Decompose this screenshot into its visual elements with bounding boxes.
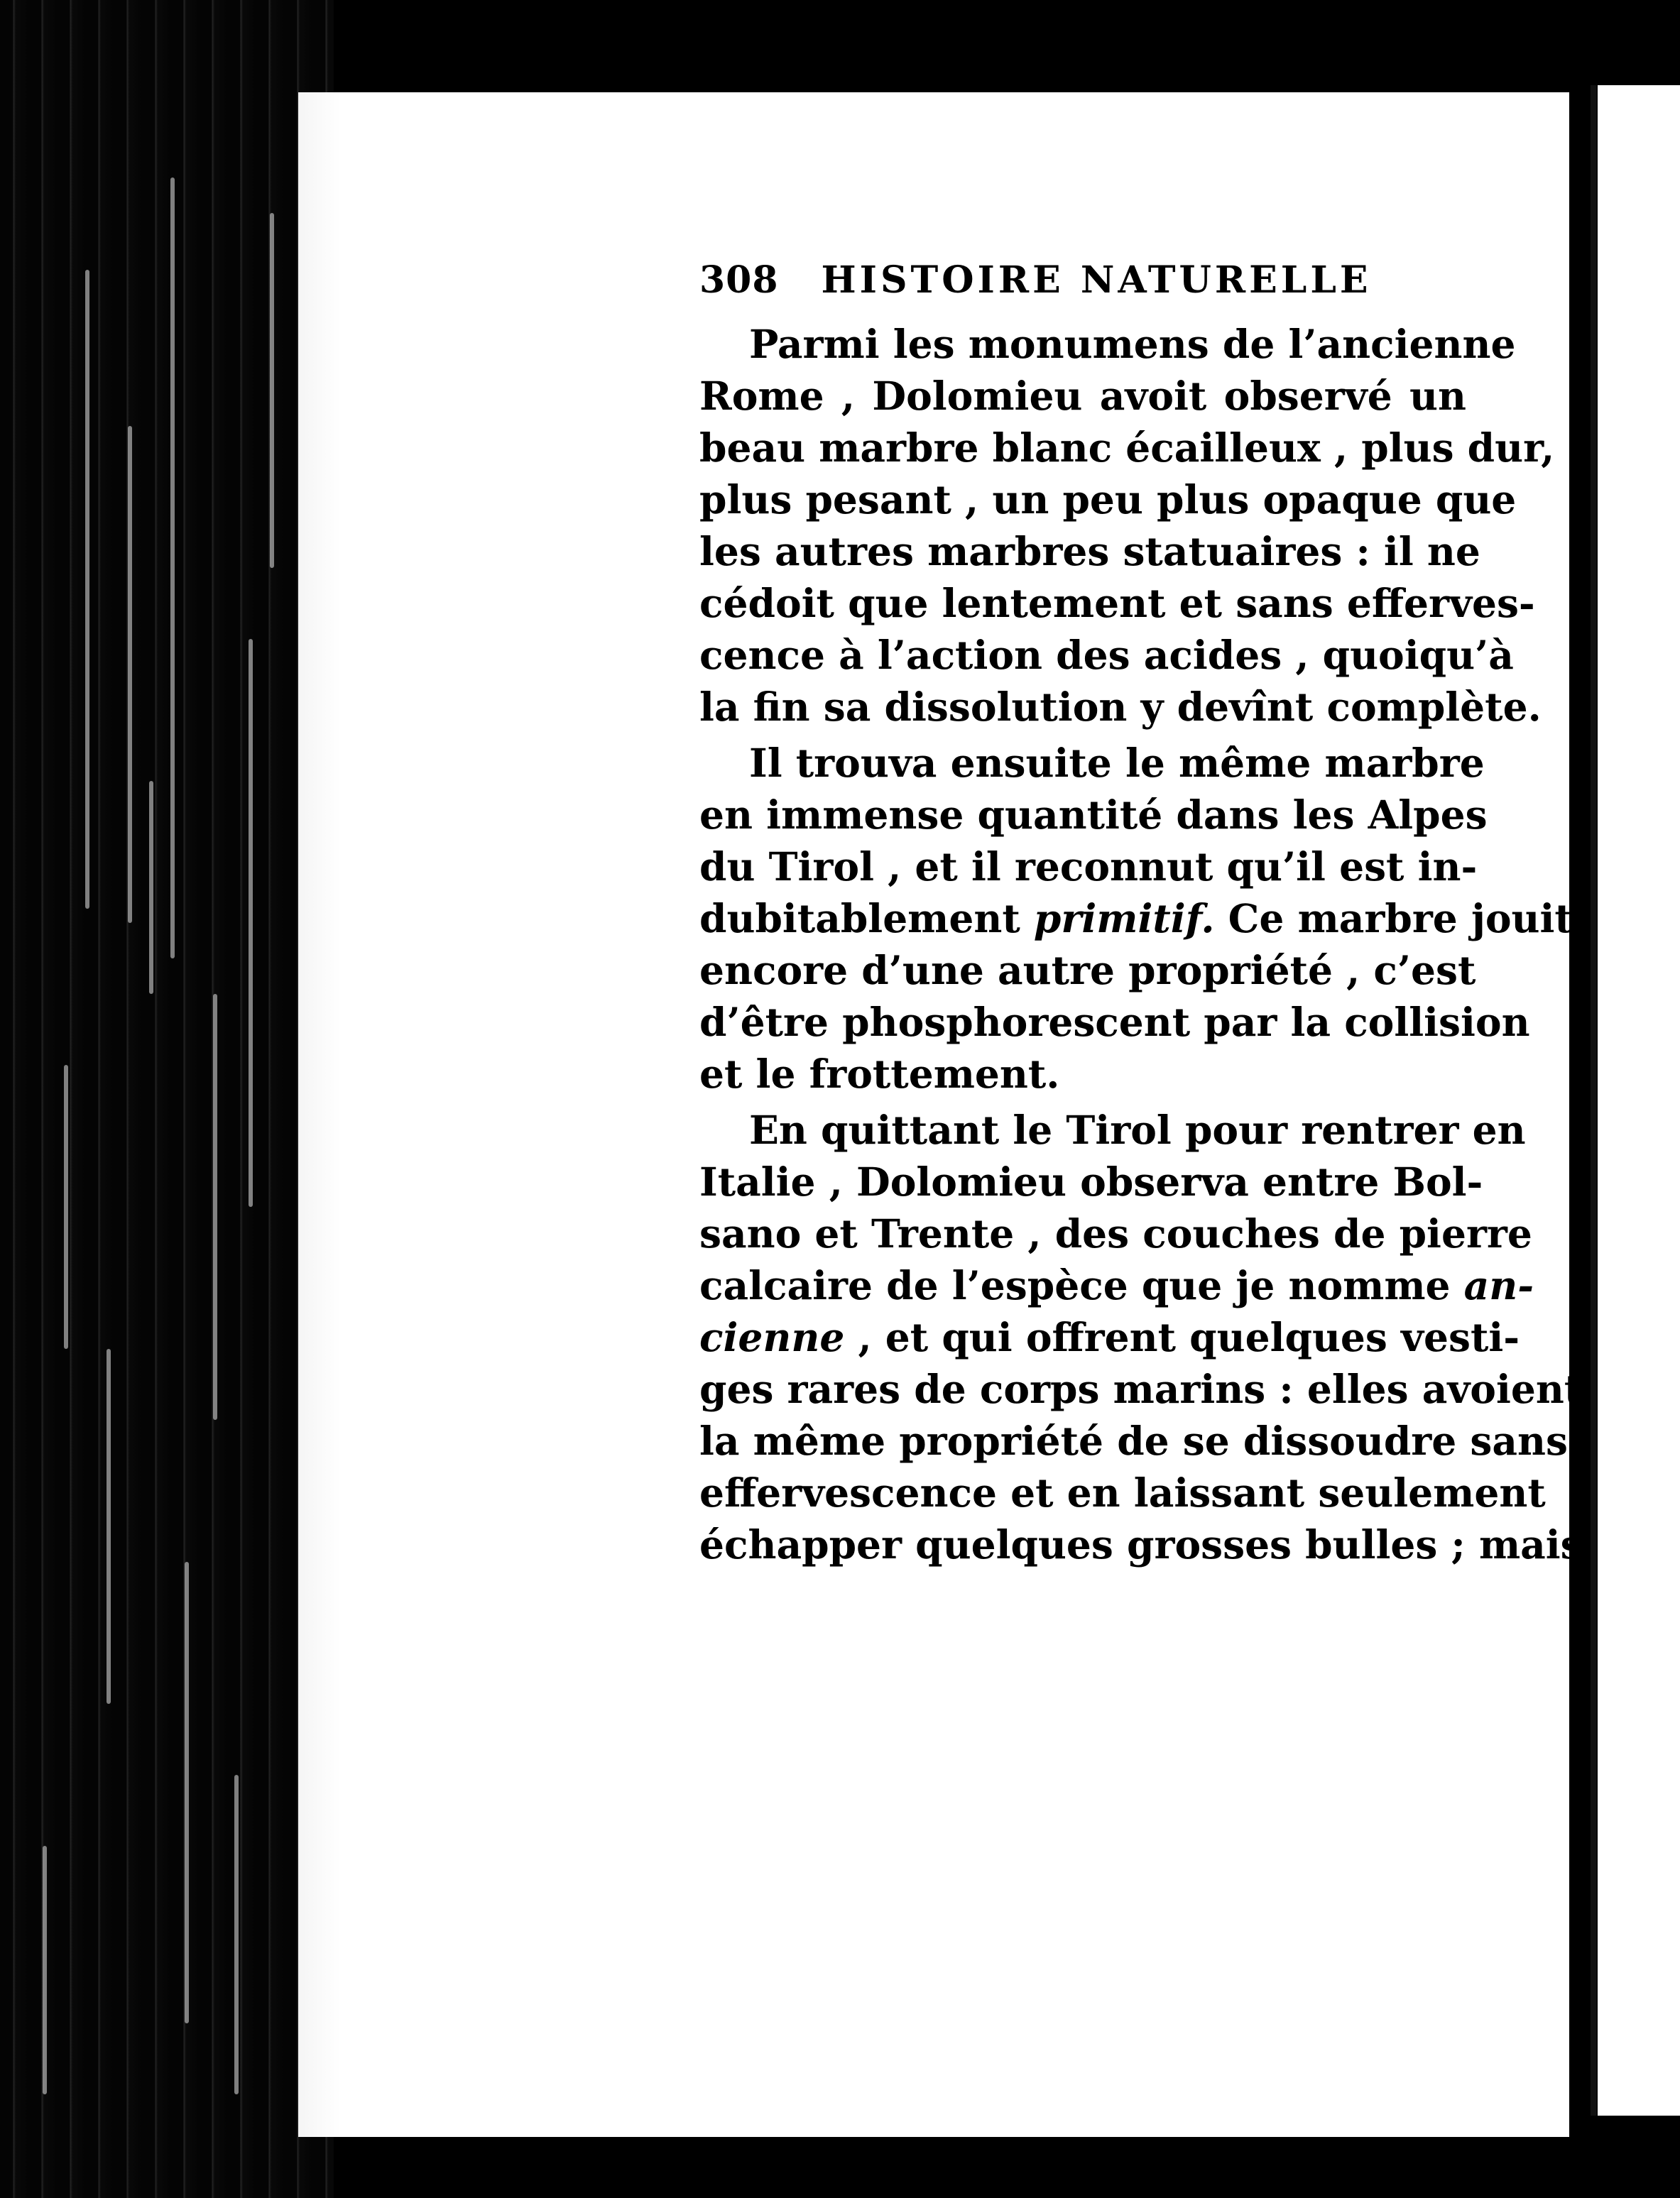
page-left-edge xyxy=(298,92,341,2137)
page-edge-streak xyxy=(249,639,253,1207)
page-edge-streak xyxy=(234,1775,239,2094)
book-edge-shadow xyxy=(0,0,334,2198)
text-line: Italie , Dolomieu observa entre Bol- xyxy=(699,1159,1483,1205)
text-line: beau marbre blanc écailleux , plus dur, xyxy=(699,425,1555,471)
text-line: du Tirol , et il reconnut qu’il est in- xyxy=(699,843,1478,890)
page-edge-streak xyxy=(128,426,132,923)
text-line: En quittant le Tirol pour rentrer en xyxy=(749,1107,1526,1153)
text-segment: , et qui offrent quelques vesti- xyxy=(844,1314,1520,1360)
text-line: Il trouva ensuite le même marbre xyxy=(749,740,1485,786)
italic-term: cienne xyxy=(699,1314,845,1360)
page-edge-streak xyxy=(149,781,153,994)
text-line: cédoit que lentement et sans efferves- xyxy=(699,580,1535,626)
facing-page-edge-line xyxy=(1591,85,1596,2116)
page-edge-streak xyxy=(64,1065,68,1349)
text-line: la même propriété de se dissoudre sans xyxy=(699,1418,1568,1464)
italic-term: primitif. xyxy=(1033,895,1215,941)
text-line: effervescence et en laissant seulement xyxy=(699,1470,1546,1516)
page-text xyxy=(699,256,1583,1570)
paragraph xyxy=(699,318,1555,733)
page-number: 308 xyxy=(699,258,779,302)
paragraph xyxy=(699,737,1573,1100)
italic-term: an- xyxy=(1463,1262,1534,1308)
running-head xyxy=(699,256,1466,305)
page-edge-streak xyxy=(107,1349,111,1704)
page-edge-streak xyxy=(43,1846,47,2094)
page-edge-streak xyxy=(170,177,175,958)
running-title: HISTOIRE NATURELLE xyxy=(821,258,1372,302)
body-text xyxy=(699,318,1583,1570)
text-line: Parmi les monumens de l’ancienne xyxy=(749,321,1516,367)
text-line: les autres marbres statuaires : il ne xyxy=(699,528,1480,574)
text-line: sano et Trente , des couches de pierre xyxy=(699,1210,1532,1257)
text-segment: Ce marbre jouit xyxy=(1214,895,1573,941)
text-line: échapper quelques grosses bulles ; mais xyxy=(699,1521,1583,1568)
text-line: la fin sa dissolution y devînt complète. xyxy=(699,684,1542,730)
facing-page-sliver xyxy=(1598,85,1680,2116)
text-line xyxy=(699,1311,1520,1363)
text-line xyxy=(699,1259,1534,1311)
text-segment: dubitablement xyxy=(699,895,1034,941)
text-line: plus pesant , un peu plus opaque que xyxy=(699,476,1517,523)
text-line: Rome , Dolomieu avoit observé un xyxy=(699,373,1466,419)
page-edge-streak xyxy=(213,994,217,1420)
text-line: en immense quantité dans les Alpes xyxy=(699,792,1488,838)
text-line: d’être phosphorescent par la collision xyxy=(699,999,1530,1045)
text-segment: calcaire de l’espèce que je nomme xyxy=(699,1262,1464,1308)
page-edge-streak xyxy=(270,213,274,568)
page-edge-streak xyxy=(85,270,89,909)
text-line: et le frottement. xyxy=(699,1051,1060,1097)
text-line: ges rares de corps marins : elles avoient xyxy=(699,1366,1583,1412)
text-line xyxy=(699,892,1573,944)
paragraph xyxy=(699,1104,1583,1570)
text-line: encore d’une autre propriété , c’est xyxy=(699,947,1476,993)
text-line: cence à l’action des acides , quoiqu’à xyxy=(699,632,1514,678)
page-edge-streak xyxy=(185,1562,189,2023)
